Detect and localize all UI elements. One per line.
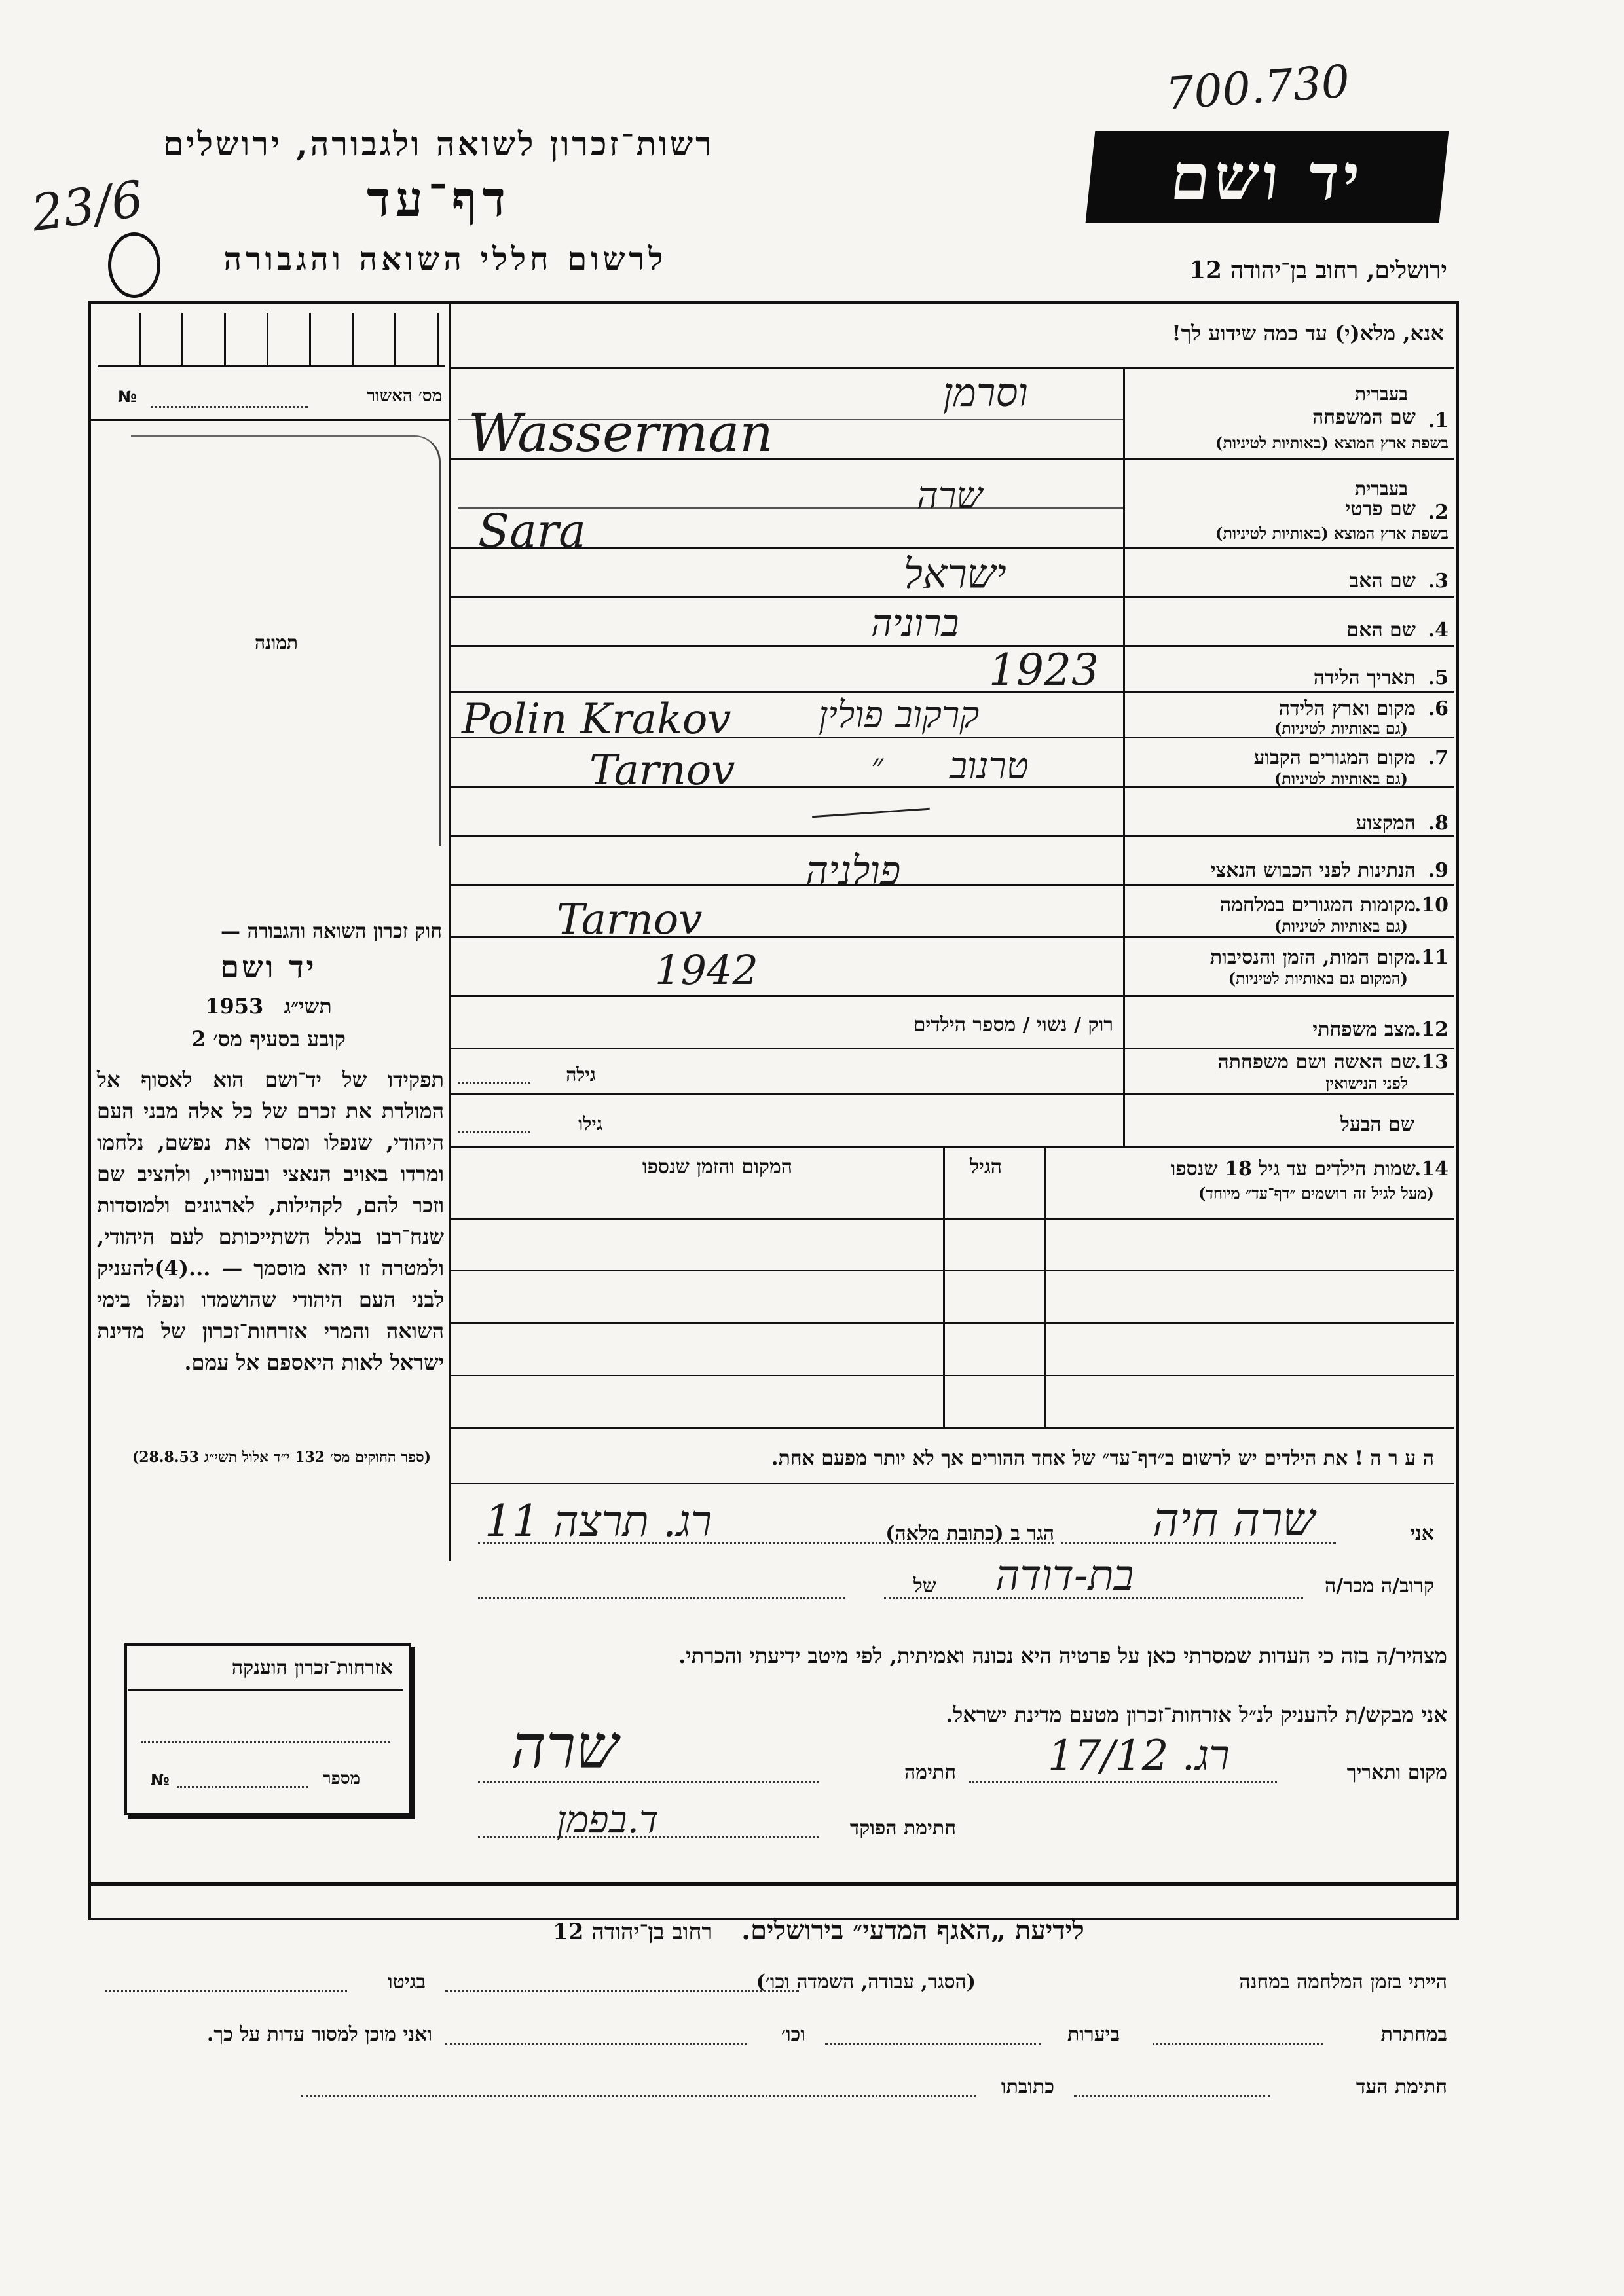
children-age-column: הגיל [969,1156,1002,1178]
approval-tick-box [98,313,445,367]
field-9-number: 9. [1428,859,1449,882]
row-rule [449,884,1454,886]
field-7-hebrew-value[interactable]: טרנוב [950,745,1029,788]
place-date-label: מקום ותאריך [1346,1761,1447,1784]
law-text: תפקידו של יד־ושם הוא לאסוף אל המולדת את זכרם של כל אלה מבני העם היהודי, שנפלו ומסרו את נפשם, נלחמו ומרדו באויב הנאצי ובעוזריו, ולהציב שם וזכר להם, לקהילות, לארגונים ולמוסדות שנח־רבו בגלל השתייכותם לעם היהודי, ולמטרה זו יהא מוסמך — ...(4)להעניק לבני העם היהודי שהושמדו ונפלו בימי השואה והמרי אזרחות־זכרון של מדינת ישראל לאות היאספם אל עמם. [97,1067,444,1375]
field-3-number: 3. [1428,570,1449,592]
declaration-text: מצהיר/ה בזה כי העדות שמסרתי כאן על פרטיה היא נכונה ואמיתית, לפי מיטב ידיעתי והכרתי. [678,1643,1447,1668]
field-10-latin-value[interactable]: Tarnov [557,896,703,944]
row-rule [449,547,1454,549]
relative-of-line[interactable] [478,1597,845,1599]
row-rule [449,995,1454,997]
note-text: ה ע ר ה ! את הילדים יש לרשום ב״דף־עד״ של אחד ההורים אך לא יותר מפעם אחת. [771,1447,1434,1470]
request-text: אני מבקש/ת להעניק לנ״ל אזרחות־זכרון מטעם מדינת ישראל. [946,1702,1447,1727]
field-13-sub: לפני הנישואין [1325,1074,1408,1093]
row-rule [449,645,1454,647]
children-col-divider-1 [943,1146,945,1427]
law-year-hebrew: תשי״ג [284,994,332,1019]
children-number: 14. [1414,1157,1449,1180]
bottom-line2-c: וכו׳ [781,2023,805,2046]
field-6-label: מקום וארץ הלידה [1278,697,1416,720]
signature-line [478,1781,819,1783]
yad-vashem-logo [1086,131,1449,223]
field-4-label: שם האם [1346,619,1416,642]
declarant-name-line [1061,1542,1336,1544]
field-2-sub: בשפת ארץ המוצא (באותיות לטיניות) [1215,524,1449,543]
field-1-label: שם המשפחה [1312,406,1416,429]
bottom-line2-field-1[interactable] [1153,2043,1323,2045]
field-1-tag: בעברית [1354,383,1408,405]
field-10-number: 10. [1414,894,1449,917]
logo-text: יד ושם [1167,139,1367,214]
field-7-sub: (גם באותיות לטיניות) [1274,769,1408,788]
relative-label: קרוב/ה מכר/ה [1325,1575,1434,1597]
bottom-line3-a: חתימת העד [1356,2075,1447,2098]
husband-age-label: גילו [578,1113,602,1135]
field-12-label: מצב משפחתי [1312,1018,1416,1041]
citizenship-title: אזרחות־זכרון הוענקה [231,1656,393,1679]
wife-age-field[interactable] [458,1082,530,1084]
relative-of-label: של [913,1575,936,1597]
field-11-label: מקום המות, הזמן והנסיבות [1209,946,1416,969]
field-1-hebrew-value[interactable]: וסרמן [943,370,1028,416]
law-section: קובע בסעיף מס׳ 2 [191,1027,346,1051]
bottom-line1-b: (הסגר, עבודה, השמדה וכו׳) [756,1971,976,1994]
bottom-line2-a: במחתרת [1380,2023,1447,2046]
declarant-address-line [478,1542,1054,1544]
field-8-label: המקצוע [1356,812,1416,835]
bottom-title-address: רחוב בן־יהודה 12 [553,1919,713,1945]
field-11-value[interactable]: 1942 [655,946,758,994]
bottom-line1-field-3[interactable] [105,1990,347,1992]
field-11-sub: (המקום גם באותיות לטיניות) [1228,969,1408,988]
declarant-address[interactable]: רג. תרצה 11 [485,1496,712,1546]
field-7-number: 7. [1428,746,1449,769]
citizenship-number-prefix: № [151,1771,170,1789]
husband-label: שם הבעל [1340,1113,1414,1136]
children-col-divider-2 [1044,1146,1046,1427]
relative-relation[interactable]: בת-דודה [995,1552,1134,1600]
row-rule [449,1146,1454,1148]
bottom-line1-field-2[interactable] [445,1990,799,1992]
bottom-line3-field-2[interactable] [301,2095,976,2097]
declarant-i-label: אני [1410,1522,1434,1545]
authority-line: רשות־זכרון לשואה ולגבורה, ירושלים [163,124,714,163]
field-7-latin-value[interactable]: Tarnov [589,746,735,795]
field-9-value[interactable]: פולניה [805,848,901,894]
bottom-line2-field-3[interactable] [445,2043,747,2045]
field-1-latin-value[interactable]: Wasserman [468,403,773,464]
field-2-number: 2. [1428,501,1449,524]
place-date-line [969,1781,1277,1783]
marital-status-options[interactable]: רוק / נשוי / מספר הילדים [913,1013,1113,1036]
children-header: שמות הילדים עד גיל 18 שנספו [1170,1157,1416,1180]
citizenship-number-label: מספר [322,1769,360,1789]
field-1-number: 1. [1428,409,1449,432]
signature-label: חתימה [904,1761,956,1784]
bottom-line2-field-2[interactable] [825,2043,1041,2045]
field-2-label: שם פרטי [1345,498,1416,520]
note-rule [449,1483,1454,1484]
field-12-number: 12. [1414,1018,1449,1041]
bottom-title-text: לידיעת „האגף המדעי״ בירושלים. [741,1915,1084,1946]
field-3-label: שם האב [1349,570,1416,592]
field-10-label: מקומות המגורים במלחמה [1219,894,1416,917]
citizenship-line[interactable] [141,1741,390,1743]
declarant-name[interactable]: שרה חיה [1153,1493,1316,1546]
citizenship-number-field[interactable] [177,1786,308,1788]
field-7-label: מקום המגורים הקבוע [1253,746,1416,769]
place-date-value[interactable]: רג. 17/12 [1048,1732,1230,1780]
row-rule [449,835,1454,837]
field-7-ditto-mark: ״ [871,746,883,784]
law-title: חוק זכרון השואה והגבורה — [221,920,442,943]
handwritten-reference: 700.730 [1164,56,1352,120]
field-6-hebrew-value[interactable]: קרקוב פולין [819,694,980,737]
field-13-number: 13. [1414,1051,1449,1074]
wife-age-label: גילה [566,1064,596,1085]
instruction-text: אנא, מלא(י) עד כמה שידוע לך! [1172,321,1444,346]
handwritten-left-number: 23/6 [28,169,147,243]
field-10-sub: (גם באותיות לטיניות) [1274,917,1408,936]
declarant-address-label: הגר ב (כתובת מלאה) [885,1522,1054,1545]
children-bottom-rule [449,1427,1454,1429]
bottom-section-rule [88,1882,1456,1886]
field-9-label: הנתינות לפני הכבוש הנאצי [1210,859,1416,882]
declarant-signature[interactable]: שרה [511,1712,619,1782]
law-name: יד ושם [220,949,317,985]
header-address: ירושלים, רחוב בן־יהודה 12 [1189,257,1447,284]
field-13-label: שם האשה ושם משפחתה [1217,1051,1416,1074]
field-5-value[interactable]: 1923 [989,645,1099,695]
row-rule [449,691,1454,693]
field-8-number: 8. [1428,812,1449,835]
field-4-value[interactable]: ברוניה [871,602,959,645]
field-6-sub: (גם באותיות לטיניות) [1274,719,1408,738]
law-source: (ספר החוקים מס׳ 132 י״ד אלול תשי״ג 28.8.53) [132,1449,431,1466]
bottom-line3-b: כתובתו [1001,2075,1054,2098]
approval-rule [88,419,449,421]
bottom-line2-b: ביערות [1067,2023,1120,2046]
children-row-rule [449,1322,1454,1324]
form-subtitle: לרשום חללי השואה והגבורה [223,241,667,278]
photo-label: תמונה [254,632,298,653]
field-2-latin-value[interactable]: Sara [478,504,586,558]
approval-number-field[interactable] [151,406,308,408]
form-title: דף־עד [367,172,511,228]
bottom-line3-field-1[interactable] [1074,2095,1270,2097]
children-row-rule [449,1270,1454,1271]
field-3-value[interactable]: ישראל [904,550,1006,598]
sidebar-divider [449,301,451,1561]
row-rule [449,1048,1454,1049]
approval-number-prefix: № [118,388,137,406]
officer-signature[interactable]: ד.בפמן [557,1797,659,1842]
field-2-hebrew-value[interactable]: שרה [917,475,982,517]
field-4-number: 4. [1428,619,1449,642]
field-5-label: תאריך הלידה [1313,666,1416,689]
citizenship-title-rule [128,1689,403,1691]
field-2-tag: בעברית [1354,478,1408,500]
bottom-line1-a: הייתי בזמן המלחמה במחנה [1239,1971,1447,1994]
bottom-line2-d: ואני מוכן למסור עדות על כך. [206,2023,432,2046]
label-divider [1123,367,1125,1146]
field-11-number: 11. [1414,946,1449,969]
field-6-number: 6. [1428,697,1449,720]
officer-signature-line [478,1836,819,1838]
children-row-rule [449,1375,1454,1376]
field-5-number: 5. [1428,666,1449,689]
husband-age-field[interactable] [458,1131,530,1133]
row-rule [449,1093,1454,1095]
bottom-line1-c: בגיטו [387,1971,426,1994]
law-year-number: 1953 [205,994,264,1019]
field-6-latin-value[interactable]: Polin Krakov [462,695,731,744]
bottom-title [458,1915,1179,1946]
children-place-column: המקום והזמן שנספו [642,1156,792,1178]
relative-line [884,1597,1303,1599]
circle-mark [108,232,160,298]
approval-label: מס׳ האשור [367,386,442,406]
law-year [105,994,432,1019]
officer-signature-label: חתימת הפוקד [849,1817,956,1840]
children-header-rule [449,1218,1454,1220]
instruction-rule [449,367,1454,369]
field-1-sub: בשפת ארץ המוצא (באותיות לטיניות) [1215,433,1449,452]
children-sub: (מעל לגיל זה רושמים ״דף־עד״ מיוחד) [1198,1184,1434,1203]
